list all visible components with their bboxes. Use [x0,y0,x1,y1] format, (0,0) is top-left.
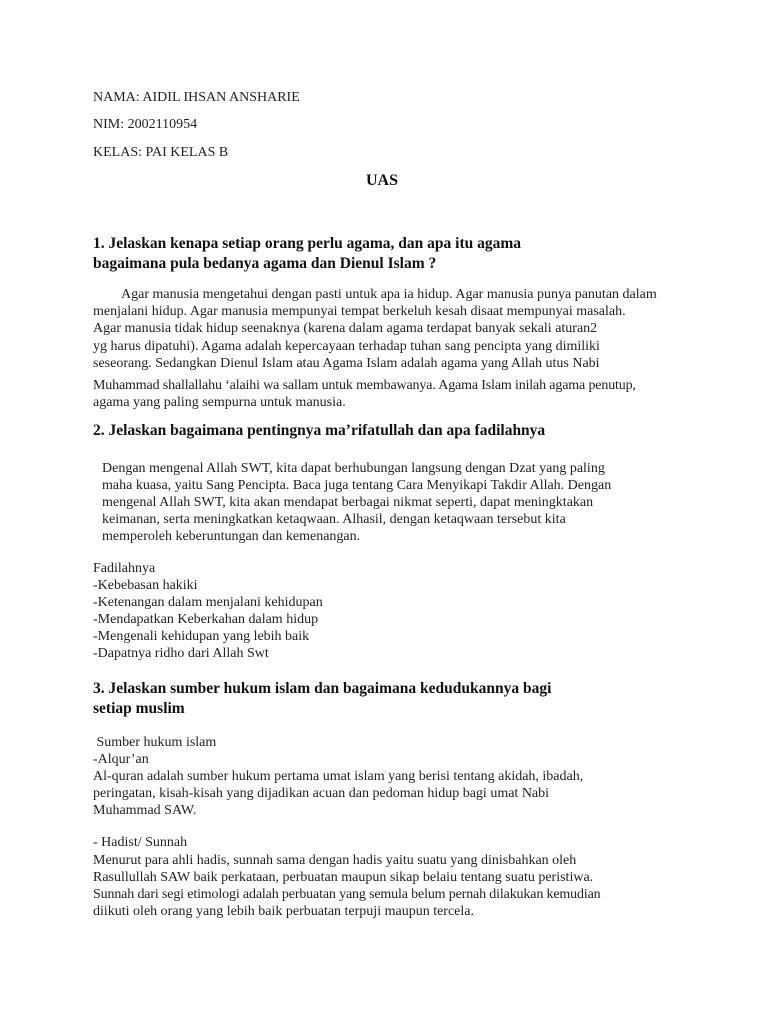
answer-2-line: keimanan, serta meningkatkan ketaqwaan. Alhasil, dengan ketaqwaan tersebut kita [102,512,566,527]
fadilah-item: -Mengenali kehidupan yang lebih baik [93,629,310,644]
alquran-text-line: peringatan, kisah-kisah yang dijadikan acuan dan pedoman hidup bagi umat Nabi [93,786,550,801]
question-3-line-1: 3. Jelaskan sumber hukum islam dan bagaimana kedudukannya bagi [93,680,552,697]
alquran-text-line: Muhammad SAW. [93,803,197,818]
answer-2-line: mengenal Allah SWT, kita akan mendapat berbagai nikmat seperti, dapat meningktakan [102,495,594,510]
question-2: 2. Jelaskan bagaimana pentingnya ma’rifatullah dan apa fadilahnya [93,422,546,439]
hadist-label: - Hadist/ Sunnah [93,835,188,850]
answer-2-line: Dengan mengenal Allah SWT, kita dapat berhubungan langsung dengan Dzat yang paling [102,461,605,476]
answer-1-line: seseorang. Sedangkan Dienul Islam atau Agama Islam adalah agama yang Allah utus Nabi [93,356,600,371]
fadilah-item: -Kebebasan hakiki [93,578,198,593]
hadist-text-line: Sunnah dari segi etimologi adalah perbuatan yang semula belum pernah dilakukan kemudian [93,887,601,902]
answer-1-line: Muhammad shallallahu ‘alaihi wa sallam untuk membawanya. Agama Islam inilah agama penutup, [93,378,636,393]
question-1-line-2: bagaimana pula bedanya agama dan Dienul Islam ? [93,255,437,272]
answer-1-line: yg harus dipatuhi). Agama adalah kepercayaan terhadap tuhan sang pencipta yang dimiliki [93,339,600,354]
student-name: NAMA: AIDIL IHSAN ANSHARIE [93,90,300,105]
fadilah-item: -Ketenangan dalam menjalani kehidupan [93,595,323,610]
fadilah-item: -Mendapatkan Keberkahan dalam hidup [93,612,319,627]
answer-1-line: menjalani hidup. Agar manusia mempunyai tempat berkeluh kesah disaat mempunyai masalah. [93,304,626,319]
answer-1-line: Agar manusia tidak hidup seenaknya (karena dalam agama terdapat banyak sekali aturan2 [93,321,598,336]
answer-2-line: memperoleh keberuntungan dan kemenangan. [102,529,361,544]
answer-2-line: maha kuasa, yaitu Sang Pencipta. Baca juga tentang Cara Menyikapi Takdir Allah. Dengan [102,478,612,493]
fadilah-heading: Fadilahnya [93,561,156,576]
answer-1-line: agama yang paling sempurna untuk manusia. [93,395,346,410]
sumber-heading: Sumber hukum islam [93,735,217,750]
student-class: KELAS: PAI KELAS B [93,145,229,160]
alquran-text-line: Al-quran adalah sumber hukum pertama umat islam yang berisi tentang akidah, ibadah, [93,769,584,784]
student-nim: NIM: 2002110954 [93,117,198,132]
question-3-line-2: setiap muslim [93,700,185,717]
document-title: UAS [366,172,399,189]
hadist-text-line: diikuti oleh orang yang lebih baik perbuatan terpuji maupun tercela. [93,904,474,919]
hadist-text-line: Menurut para ahli hadis, sunnah sama dengan hadis yaitu suatu yang dinisbahkan oleh [93,853,577,868]
answer-1-line: Agar manusia mengetahui dengan pasti untuk apa ia hidup. Agar manusia punya panutan dalam [121,287,657,302]
fadilah-item: -Dapatnya ridho dari Allah Swt [93,646,269,661]
hadist-text-line: Rasullullah SAW baik perkataan, perbuatan maupun sikap belaiu tentang suatu peristiwa. [93,870,594,885]
alquran-label: -Alqur’an [93,752,149,767]
question-1-line-1: 1. Jelaskan kenapa setiap orang perlu agama, dan apa itu agama [93,235,522,252]
